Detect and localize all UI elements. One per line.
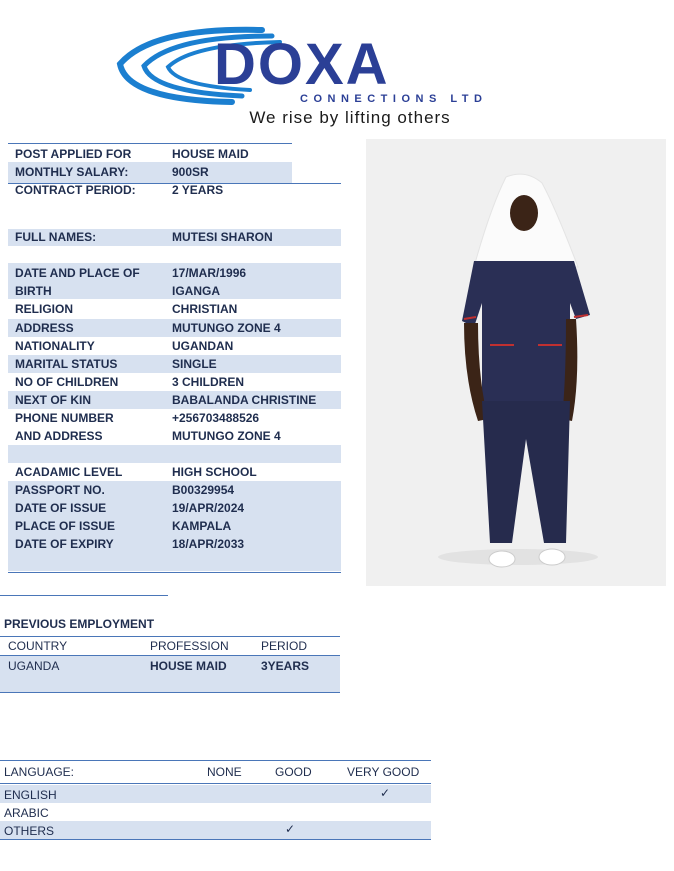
detail-value: +256703488526 — [172, 411, 260, 425]
detail-row — [8, 265, 341, 282]
detail-row — [8, 356, 341, 373]
subbrand-text: CONNECTIONS LTD — [300, 93, 488, 105]
detail-value: 18/APR/2033 — [172, 537, 245, 551]
detail-label: DATE OF EXPIRY — [15, 537, 114, 551]
very-good-checkmark-icon: ✓ — [380, 786, 391, 800]
tagline: We rise by lifting others — [249, 108, 451, 127]
divider — [8, 143, 292, 144]
detail-label: PASSPORT NO. — [15, 483, 105, 497]
detail-label: AND ADDRESS — [15, 429, 103, 443]
row-shade — [0, 785, 431, 803]
detail-value: 3 CHILDREN — [172, 375, 245, 389]
detail-label: ADDRESS — [15, 321, 74, 335]
divider — [0, 783, 431, 784]
detail-label: DATE AND PLACE OF — [15, 266, 140, 280]
language-header: NONE — [207, 765, 242, 779]
language-name: ENGLISH — [4, 788, 57, 802]
employment-header: PROFESSION — [150, 639, 229, 653]
detail-value: HIGH SCHOOL — [172, 465, 257, 479]
detail-value: 17/MAR/1996 — [172, 266, 247, 280]
detail-label: FULL NAMES: — [15, 230, 97, 244]
detail-label: NO OF CHILDREN — [15, 375, 119, 389]
detail-value: B00329954 — [172, 483, 235, 497]
detail-value: BABALANDA CHRISTINE — [172, 393, 317, 407]
divider — [8, 572, 341, 573]
detail-label: POST APPLIED FOR — [15, 147, 132, 161]
detail-value: 2 YEARS — [172, 183, 224, 197]
employment-title: PREVIOUS EMPLOYMENT — [4, 617, 155, 631]
employment-profession: HOUSE MAID — [150, 659, 227, 673]
detail-row — [8, 392, 341, 409]
brand-text: DOXA — [214, 32, 390, 97]
divider — [0, 760, 431, 761]
detail-row — [8, 338, 341, 355]
detail-label: MONTHLY SALARY: — [15, 165, 129, 179]
detail-row — [8, 482, 341, 499]
language-name: OTHERS — [4, 824, 55, 838]
detail-row — [8, 464, 341, 481]
detail-row — [8, 518, 341, 535]
detail-row — [8, 283, 341, 300]
detail-value: MUTUNGO ZONE 4 — [172, 321, 281, 335]
employment-period: 3YEARS — [261, 659, 310, 673]
detail-value: 19/APR/2024 — [172, 501, 245, 515]
language-header: VERY GOOD — [347, 765, 420, 779]
doxa-logo — [112, 22, 592, 112]
detail-label: CONTRACT PERIOD: — [15, 183, 136, 197]
language-header: LANGUAGE: — [4, 765, 75, 779]
detail-row — [8, 182, 341, 199]
detail-label: DATE OF ISSUE — [15, 501, 107, 515]
detail-label: MARITAL STATUS — [15, 357, 118, 371]
good-checkmark-icon: ✓ — [285, 822, 296, 836]
candidate-photo — [366, 139, 666, 586]
detail-value: MUTUNGO ZONE 4 — [172, 429, 281, 443]
detail-label: NATIONALITY — [15, 339, 95, 353]
divider — [0, 595, 168, 596]
detail-row — [8, 500, 341, 517]
detail-row — [8, 374, 341, 391]
detail-value: MUTESI SHARON — [172, 230, 273, 244]
divider — [0, 839, 431, 840]
detail-label: BIRTH — [15, 284, 52, 298]
person-illustration — [366, 139, 666, 586]
detail-label: PLACE OF ISSUE — [15, 519, 116, 533]
detail-value: KAMPALA — [172, 519, 232, 533]
detail-row — [8, 146, 341, 163]
detail-value: 900SR — [172, 165, 209, 179]
detail-row — [8, 301, 341, 318]
employment-header: PERIOD — [261, 639, 308, 653]
detail-row — [8, 229, 341, 246]
employment-header: COUNTRY — [8, 639, 68, 653]
detail-label: ACADAMIC LEVEL — [15, 465, 123, 479]
language-header: GOOD — [275, 765, 312, 779]
detail-row — [8, 428, 341, 445]
divider — [0, 692, 340, 693]
detail-label: RELIGION — [15, 302, 74, 316]
detail-row — [8, 410, 341, 427]
row-shade — [0, 821, 431, 839]
detail-label: PHONE NUMBER — [15, 411, 114, 425]
detail-label: NEXT OF KIN — [15, 393, 92, 407]
detail-row — [8, 320, 341, 337]
detail-value: CHRISTIAN — [172, 302, 238, 316]
detail-value: IGANGA — [172, 284, 220, 298]
detail-value: HOUSE MAID — [172, 147, 249, 161]
row-shade — [8, 445, 341, 463]
language-name: ARABIC — [4, 806, 49, 820]
detail-row — [8, 164, 341, 181]
detail-value: UGANDAN — [172, 339, 234, 353]
detail-row — [8, 536, 341, 553]
employment-country: UGANDA — [8, 659, 60, 673]
detail-value: SINGLE — [172, 357, 217, 371]
